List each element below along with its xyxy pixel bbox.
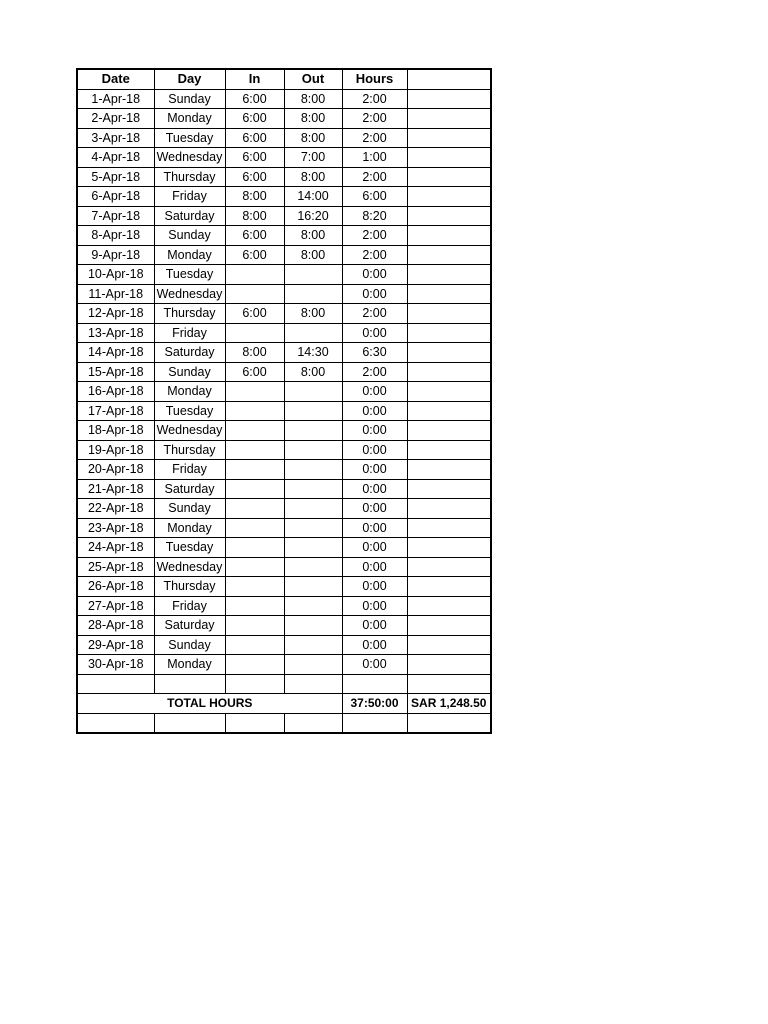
cell-in: [225, 577, 284, 597]
cell-day: Sunday: [154, 635, 225, 655]
cell-date: 4-Apr-18: [77, 148, 154, 168]
cell-out: 14:30: [284, 343, 342, 363]
cell-out: [284, 499, 342, 519]
cell-extra: [407, 109, 491, 129]
header-hours: Hours: [342, 69, 407, 89]
cell-hours: 2:00: [342, 304, 407, 324]
cell-extra: [407, 128, 491, 148]
cell-out: [284, 265, 342, 285]
cell-in: 6:00: [225, 167, 284, 187]
table-row: [77, 460, 491, 480]
cell-in: [225, 460, 284, 480]
cell-in: [225, 323, 284, 343]
cell-day: Tuesday: [154, 128, 225, 148]
table-row: [77, 499, 491, 519]
header-extra: [407, 69, 491, 89]
cell-in: [225, 635, 284, 655]
table-row: [77, 635, 491, 655]
cell-extra: [407, 577, 491, 597]
cell-extra: [407, 284, 491, 304]
cell-date: 2-Apr-18: [77, 109, 154, 129]
table-row: [77, 265, 491, 285]
cell-date: 6-Apr-18: [77, 187, 154, 207]
cell-out: 8:00: [284, 167, 342, 187]
table-row: [77, 382, 491, 402]
cell-out: [284, 518, 342, 538]
cell-date: 21-Apr-18: [77, 479, 154, 499]
cell-in: [225, 518, 284, 538]
cell-in: 8:00: [225, 343, 284, 363]
table-row: [77, 167, 491, 187]
cell-date: 25-Apr-18: [77, 557, 154, 577]
table-row: [77, 226, 491, 246]
cell-day: Monday: [154, 655, 225, 675]
cell-day: Sunday: [154, 89, 225, 109]
cell-date: 5-Apr-18: [77, 167, 154, 187]
cell-hours: 0:00: [342, 616, 407, 636]
cell-extra: [407, 616, 491, 636]
cell-day: Sunday: [154, 362, 225, 382]
cell-date: 27-Apr-18: [77, 596, 154, 616]
cell-day: Wednesday: [154, 148, 225, 168]
cell-extra: [407, 89, 491, 109]
cell-day: Wednesday: [154, 421, 225, 441]
cell-out: [284, 538, 342, 558]
table-row: [77, 538, 491, 558]
cell-in: [225, 557, 284, 577]
cell-hours: 2:00: [342, 226, 407, 246]
cell-day: Saturday: [154, 616, 225, 636]
cell-in: [225, 421, 284, 441]
cell-in: [225, 538, 284, 558]
cell-day: Tuesday: [154, 401, 225, 421]
cell-extra: [407, 167, 491, 187]
cell-date: 29-Apr-18: [77, 635, 154, 655]
cell-hours: 1:00: [342, 148, 407, 168]
table-row: [77, 362, 491, 382]
cell-hours: 0:00: [342, 655, 407, 675]
table-row: [77, 616, 491, 636]
cell-extra: [407, 499, 491, 519]
empty-cell: [77, 674, 154, 694]
cell-day: Friday: [154, 187, 225, 207]
cell-in: 6:00: [225, 109, 284, 129]
cell-hours: 0:00: [342, 460, 407, 480]
table-row: [77, 128, 491, 148]
cell-extra: [407, 538, 491, 558]
cell-out: 7:00: [284, 148, 342, 168]
cell-out: 8:00: [284, 128, 342, 148]
table-row: [77, 401, 491, 421]
table-row: [77, 343, 491, 363]
cell-out: [284, 382, 342, 402]
table-row: [77, 109, 491, 129]
cell-hours: 0:00: [342, 265, 407, 285]
cell-extra: [407, 382, 491, 402]
cell-date: 16-Apr-18: [77, 382, 154, 402]
cell-date: 9-Apr-18: [77, 245, 154, 265]
cell-extra: [407, 440, 491, 460]
table-row: [77, 206, 491, 226]
cell-in: 6:00: [225, 226, 284, 246]
cell-day: Wednesday: [154, 284, 225, 304]
cell-date: 10-Apr-18: [77, 265, 154, 285]
cell-in: [225, 616, 284, 636]
table-row: [77, 577, 491, 597]
cell-date: 24-Apr-18: [77, 538, 154, 558]
cell-in: [225, 265, 284, 285]
table-row: [77, 89, 491, 109]
header-out: Out: [284, 69, 342, 89]
cell-out: [284, 635, 342, 655]
table-row: [77, 557, 491, 577]
cell-day: Tuesday: [154, 265, 225, 285]
cell-date: 11-Apr-18: [77, 284, 154, 304]
cell-date: 23-Apr-18: [77, 518, 154, 538]
cell-hours: 0:00: [342, 440, 407, 460]
table-row: [77, 655, 491, 675]
cell-in: 6:00: [225, 245, 284, 265]
cell-day: Monday: [154, 382, 225, 402]
cell-extra: [407, 187, 491, 207]
cell-out: 8:00: [284, 89, 342, 109]
cell-date: 30-Apr-18: [77, 655, 154, 675]
empty-cell: [407, 674, 491, 694]
cell-date: 8-Apr-18: [77, 226, 154, 246]
cell-day: Saturday: [154, 479, 225, 499]
total-amount: SAR 1,248.50: [407, 694, 491, 714]
cell-date: 18-Apr-18: [77, 421, 154, 441]
cell-date: 7-Apr-18: [77, 206, 154, 226]
cell-in: 8:00: [225, 206, 284, 226]
table-row: [77, 596, 491, 616]
cell-hours: 0:00: [342, 557, 407, 577]
cell-in: [225, 284, 284, 304]
cell-in: [225, 382, 284, 402]
cell-out: 8:00: [284, 245, 342, 265]
cell-in: 6:00: [225, 128, 284, 148]
cell-extra: [407, 460, 491, 480]
cell-day: Thursday: [154, 577, 225, 597]
cell-in: 8:00: [225, 187, 284, 207]
cell-in: 6:00: [225, 89, 284, 109]
cell-date: 28-Apr-18: [77, 616, 154, 636]
cell-extra: [407, 206, 491, 226]
cell-extra: [407, 479, 491, 499]
table-row: [77, 518, 491, 538]
cell-hours: 2:00: [342, 128, 407, 148]
cell-out: 8:00: [284, 109, 342, 129]
cell-in: 6:00: [225, 362, 284, 382]
cell-day: Friday: [154, 460, 225, 480]
header-date: Date: [77, 69, 154, 89]
cell-in: 6:00: [225, 148, 284, 168]
total-hours: 37:50:00: [342, 694, 407, 714]
table-row: [77, 284, 491, 304]
cell-day: Thursday: [154, 440, 225, 460]
cell-extra: [407, 343, 491, 363]
total-row: [77, 694, 491, 714]
cell-hours: 6:00: [342, 187, 407, 207]
cell-hours: 2:00: [342, 362, 407, 382]
cell-hours: 0:00: [342, 401, 407, 421]
cell-out: [284, 655, 342, 675]
cell-hours: 0:00: [342, 421, 407, 441]
cell-out: [284, 596, 342, 616]
cell-hours: 2:00: [342, 167, 407, 187]
cell-day: Saturday: [154, 343, 225, 363]
cell-date: 14-Apr-18: [77, 343, 154, 363]
cell-hours: 0:00: [342, 323, 407, 343]
table-row: [77, 304, 491, 324]
cell-out: 16:20: [284, 206, 342, 226]
cell-in: [225, 655, 284, 675]
cell-extra: [407, 596, 491, 616]
cell-extra: [407, 421, 491, 441]
empty-cell: [154, 713, 225, 733]
cell-in: 6:00: [225, 304, 284, 324]
cell-out: [284, 440, 342, 460]
cell-in: [225, 596, 284, 616]
cell-date: 3-Apr-18: [77, 128, 154, 148]
cell-extra: [407, 265, 491, 285]
cell-day: Thursday: [154, 167, 225, 187]
header-day: Day: [154, 69, 225, 89]
cell-out: [284, 421, 342, 441]
cell-extra: [407, 401, 491, 421]
cell-out: 8:00: [284, 304, 342, 324]
cell-extra: [407, 635, 491, 655]
cell-extra: [407, 304, 491, 324]
cell-hours: 2:00: [342, 89, 407, 109]
empty-cell: [407, 713, 491, 733]
timesheet-table: [76, 68, 492, 734]
cell-out: [284, 401, 342, 421]
cell-extra: [407, 148, 491, 168]
cell-date: 13-Apr-18: [77, 323, 154, 343]
cell-hours: 6:30: [342, 343, 407, 363]
table-row: [77, 187, 491, 207]
cell-out: [284, 557, 342, 577]
cell-day: Sunday: [154, 499, 225, 519]
blank-row: [77, 674, 491, 694]
cell-out: [284, 323, 342, 343]
empty-cell: [342, 674, 407, 694]
table-row: [77, 148, 491, 168]
cell-extra: [407, 362, 491, 382]
cell-date: 15-Apr-18: [77, 362, 154, 382]
cell-date: 26-Apr-18: [77, 577, 154, 597]
cell-date: 12-Apr-18: [77, 304, 154, 324]
cell-hours: 0:00: [342, 635, 407, 655]
cell-in: [225, 440, 284, 460]
cell-hours: 0:00: [342, 499, 407, 519]
cell-extra: [407, 323, 491, 343]
total-label: TOTAL HOURS: [77, 694, 342, 714]
cell-hours: 0:00: [342, 479, 407, 499]
cell-hours: 0:00: [342, 382, 407, 402]
timesheet-rows: [77, 89, 491, 674]
blank-row: [77, 713, 491, 733]
cell-in: [225, 499, 284, 519]
header-in: In: [225, 69, 284, 89]
cell-date: 20-Apr-18: [77, 460, 154, 480]
cell-extra: [407, 518, 491, 538]
cell-hours: 2:00: [342, 245, 407, 265]
cell-hours: 8:20: [342, 206, 407, 226]
cell-hours: 0:00: [342, 596, 407, 616]
cell-day: Sunday: [154, 226, 225, 246]
cell-date: 19-Apr-18: [77, 440, 154, 460]
cell-day: Friday: [154, 323, 225, 343]
empty-cell: [284, 713, 342, 733]
table-row: [77, 440, 491, 460]
cell-hours: 0:00: [342, 284, 407, 304]
empty-cell: [77, 713, 154, 733]
empty-cell: [225, 674, 284, 694]
cell-hours: 2:00: [342, 109, 407, 129]
cell-date: 17-Apr-18: [77, 401, 154, 421]
cell-day: Saturday: [154, 206, 225, 226]
cell-date: 22-Apr-18: [77, 499, 154, 519]
cell-out: [284, 284, 342, 304]
cell-extra: [407, 557, 491, 577]
cell-day: Monday: [154, 518, 225, 538]
cell-day: Thursday: [154, 304, 225, 324]
cell-extra: [407, 655, 491, 675]
cell-out: 8:00: [284, 362, 342, 382]
table-row: [77, 421, 491, 441]
cell-out: [284, 616, 342, 636]
cell-day: Wednesday: [154, 557, 225, 577]
cell-day: Monday: [154, 245, 225, 265]
cell-hours: 0:00: [342, 538, 407, 558]
cell-date: 1-Apr-18: [77, 89, 154, 109]
cell-out: [284, 460, 342, 480]
empty-cell: [154, 674, 225, 694]
cell-day: Tuesday: [154, 538, 225, 558]
cell-in: [225, 479, 284, 499]
empty-cell: [284, 674, 342, 694]
cell-day: Friday: [154, 596, 225, 616]
cell-hours: 0:00: [342, 518, 407, 538]
cell-out: [284, 479, 342, 499]
header-row: [77, 69, 491, 89]
cell-out: [284, 577, 342, 597]
empty-cell: [225, 713, 284, 733]
cell-extra: [407, 245, 491, 265]
table-row: [77, 479, 491, 499]
cell-hours: 0:00: [342, 577, 407, 597]
cell-out: 14:00: [284, 187, 342, 207]
cell-extra: [407, 226, 491, 246]
cell-in: [225, 401, 284, 421]
empty-cell: [342, 713, 407, 733]
cell-out: 8:00: [284, 226, 342, 246]
table-row: [77, 245, 491, 265]
cell-day: Monday: [154, 109, 225, 129]
table-row: [77, 323, 491, 343]
